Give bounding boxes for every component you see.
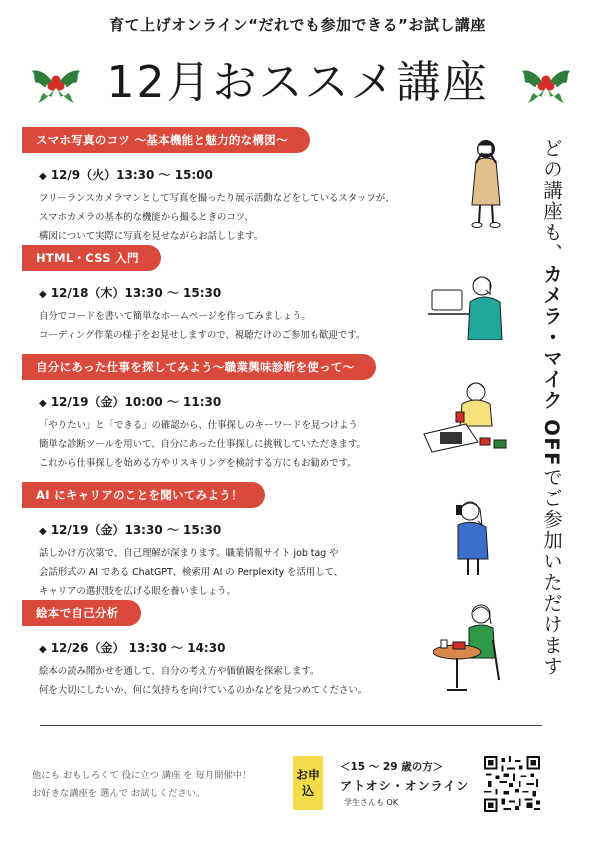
course-description: 絵本の読み聞かせを通して、自分の考え方や価値観を探索します。 何を大切にしたいか、何に気持ちを向けているのかなどを見つめてください。 [39,666,368,696]
course-item [22,127,442,246]
divider [40,725,542,726]
target-audience: ＜15 〜 29 歳の方＞ [340,761,444,773]
apply-button[interactable]: お申込 [293,756,323,810]
diamond-icon: ◆ [39,398,47,409]
diamond-icon: ◆ [39,526,47,537]
course-datetime: ◆ 12/19（金）13:30 〜 15:30 [39,523,222,537]
course-label: AI にキャリアのことを聞いてみよう！ [22,482,265,508]
course-description: フリーランスカメラマンとして写真を撮ったり展示活動などをしているスタッフが、 スマホカメラの基本的な機能から撮るときのコツ、 構図について実際に写真を見せながらお話しします。 [39,193,395,242]
students-ok-note: 学生さんも OK [344,798,399,807]
diagnosis-illustration [418,378,516,458]
ai-chat-illustration [450,497,500,579]
course-item [22,354,442,473]
course-description: 「やりたい」と「できる」の確認から、仕事探しのキーワードを見つけよう 簡単な診断ツールを用いて、自分にあった仕事探しに挑戦していただきます。 これから仕事探しを始める方やリスキリングを検討する方にもお勧めです。 [39,420,366,469]
course-item [22,482,442,601]
course-datetime: ◆ 12/18（木）13:30 〜 15:30 [39,286,222,300]
course-label: スマホ写真のコツ 〜基本機能と魅力的な構図〜 [22,127,310,153]
diamond-icon: ◆ [39,289,47,300]
course-description: 話しかけ方次第で、自己理解が深まります。職業情報サイト job tag や 会話形式の AI である ChatGPT、検索用 AI の Perplexity を活用して、 キャリアの選択肢を広げる眼を養いましょう。 [39,548,344,597]
course-label: 絵本で自己分析 [22,600,141,626]
qr-code[interactable] [484,756,540,812]
diamond-icon: ◆ [39,171,47,182]
coding-illustration [428,268,508,340]
picture-book-illustration [433,600,503,696]
holly-icon [520,55,572,105]
footer-note: 他にも おもしろくて 役に立つ 講座 を 毎月開催中！ お好きな講座を 選んで お試しください。 [32,770,252,799]
course-item [22,245,442,345]
diamond-icon: ◆ [39,644,47,655]
organization-name: アトオシ・オンライン [340,779,470,793]
course-item [22,600,442,700]
course-datetime: ◆ 12/9（火）13:30 〜 15:00 [39,168,213,182]
course-label: 自分にあった仕事を探してみよう〜職業興味診断を使って〜 [22,354,376,380]
page-title: 12月おススメ講座 [106,57,489,108]
camera-mic-off-note: どの講座も、カメラ・マイク OFFでご参加いただけます [540,138,563,678]
photographer-illustration [462,135,510,231]
subtitle: 育て上げオンライン“だれでも参加できる”お試し講座 [109,16,486,34]
course-datetime: ◆ 12/19（金）10:00 〜 11:30 [39,395,222,409]
course-datetime: ◆ 12/26（金） 13:30 〜 14:30 [39,641,226,655]
course-label: HTML・CSS 入門 [22,245,161,271]
course-description: 自分でコードを書いて簡単なホームページを作ってみましょう。 コーディング作業の様子をお見せしますので、視聴だけのご参加も歓迎です。 [39,311,366,341]
